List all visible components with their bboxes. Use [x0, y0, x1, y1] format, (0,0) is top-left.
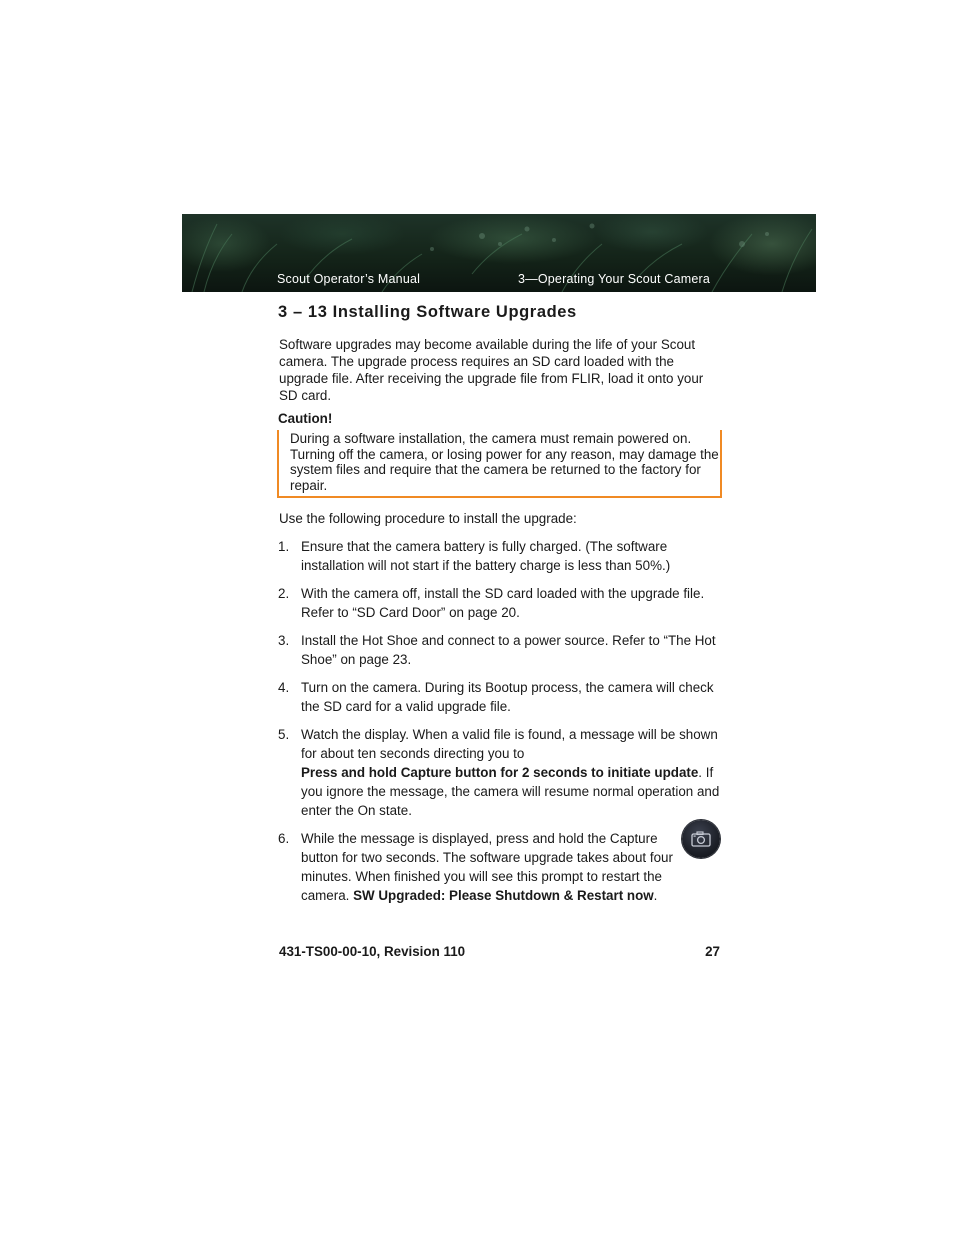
step-text: With the camera off, install the SD card loaded with the upgrade file. Refer to “SD Card Door” on page 20. — [301, 586, 705, 620]
step-number: 3. — [278, 633, 290, 648]
on-screen-prompt: SW Upgraded: Please Shutdown & Restart now — [353, 888, 654, 903]
procedure-step — [278, 829, 723, 905]
capture-button-icon — [682, 820, 720, 858]
document-id: 431-TS00-00-10, Revision 110 — [279, 944, 466, 959]
step-number: 1. — [278, 539, 290, 554]
step-text-after: . — [653, 888, 658, 903]
chapter-title: 3—Operating Your Scout Camera — [518, 272, 711, 286]
step-text-after: . If you ignore the message, the camera will resume normal operation and enter the On state. — [301, 765, 720, 818]
manual-title: Scout Operator’s Manual — [277, 272, 421, 286]
procedure-step — [278, 631, 723, 669]
procedure-intro: Use the following procedure to install the upgrade: — [279, 511, 577, 526]
step-number: 4. — [278, 680, 290, 695]
procedure-step — [278, 678, 723, 716]
section-title: 3 – 13 Installing Software Upgrades — [278, 303, 577, 321]
step-text: Install the Hot Shoe and connect to a power source. Refer to “The Hot Shoe” on page 23. — [301, 633, 716, 667]
step-number: 5. — [278, 727, 290, 742]
procedure-step — [278, 537, 723, 575]
on-screen-message: Press and hold Capture button for 2 seconds to initiate update — [301, 765, 699, 780]
procedure-step — [278, 725, 723, 820]
step-text — [301, 829, 681, 905]
header-banner — [182, 214, 816, 292]
step-number: 6. — [278, 831, 290, 846]
caution-box — [277, 430, 722, 498]
step-number: 2. — [278, 586, 290, 601]
step-text-before: While the message is displayed, press and hold the Capture button for two seconds. The software upgrade takes about four minutes. When finished you will see this prompt to restart the camera. — [301, 831, 673, 903]
step-text-before: Watch the display. When a valid file is found, a message will be shown for about ten seconds directing you to — [301, 727, 718, 761]
caution-label: Caution! — [278, 411, 333, 426]
caution-text: During a software installation, the camera must remain powered on. Turning off the camera, or losing power for any reason, may damage the system files and require that the camera be returned to the factory for repair. — [290, 431, 719, 493]
step-text — [301, 725, 723, 820]
step-text: Ensure that the camera battery is fully charged. (The software installation will not start if the battery charge is less than 50%.) — [301, 539, 671, 573]
camera-icon — [691, 831, 711, 847]
procedure-step — [278, 584, 723, 622]
step-text: Turn on the camera. During its Bootup process, the camera will check the SD card for a valid upgrade file. — [301, 680, 714, 714]
page-number: 27 — [705, 944, 720, 959]
intro-paragraph: Software upgrades may become available during the life of your Scout camera. The upgrade process requires an SD card loaded with the upgrade file. After receiving the upgrade file from FLIR, load it onto your SD card. — [279, 337, 704, 403]
procedure-steps — [278, 537, 723, 914]
